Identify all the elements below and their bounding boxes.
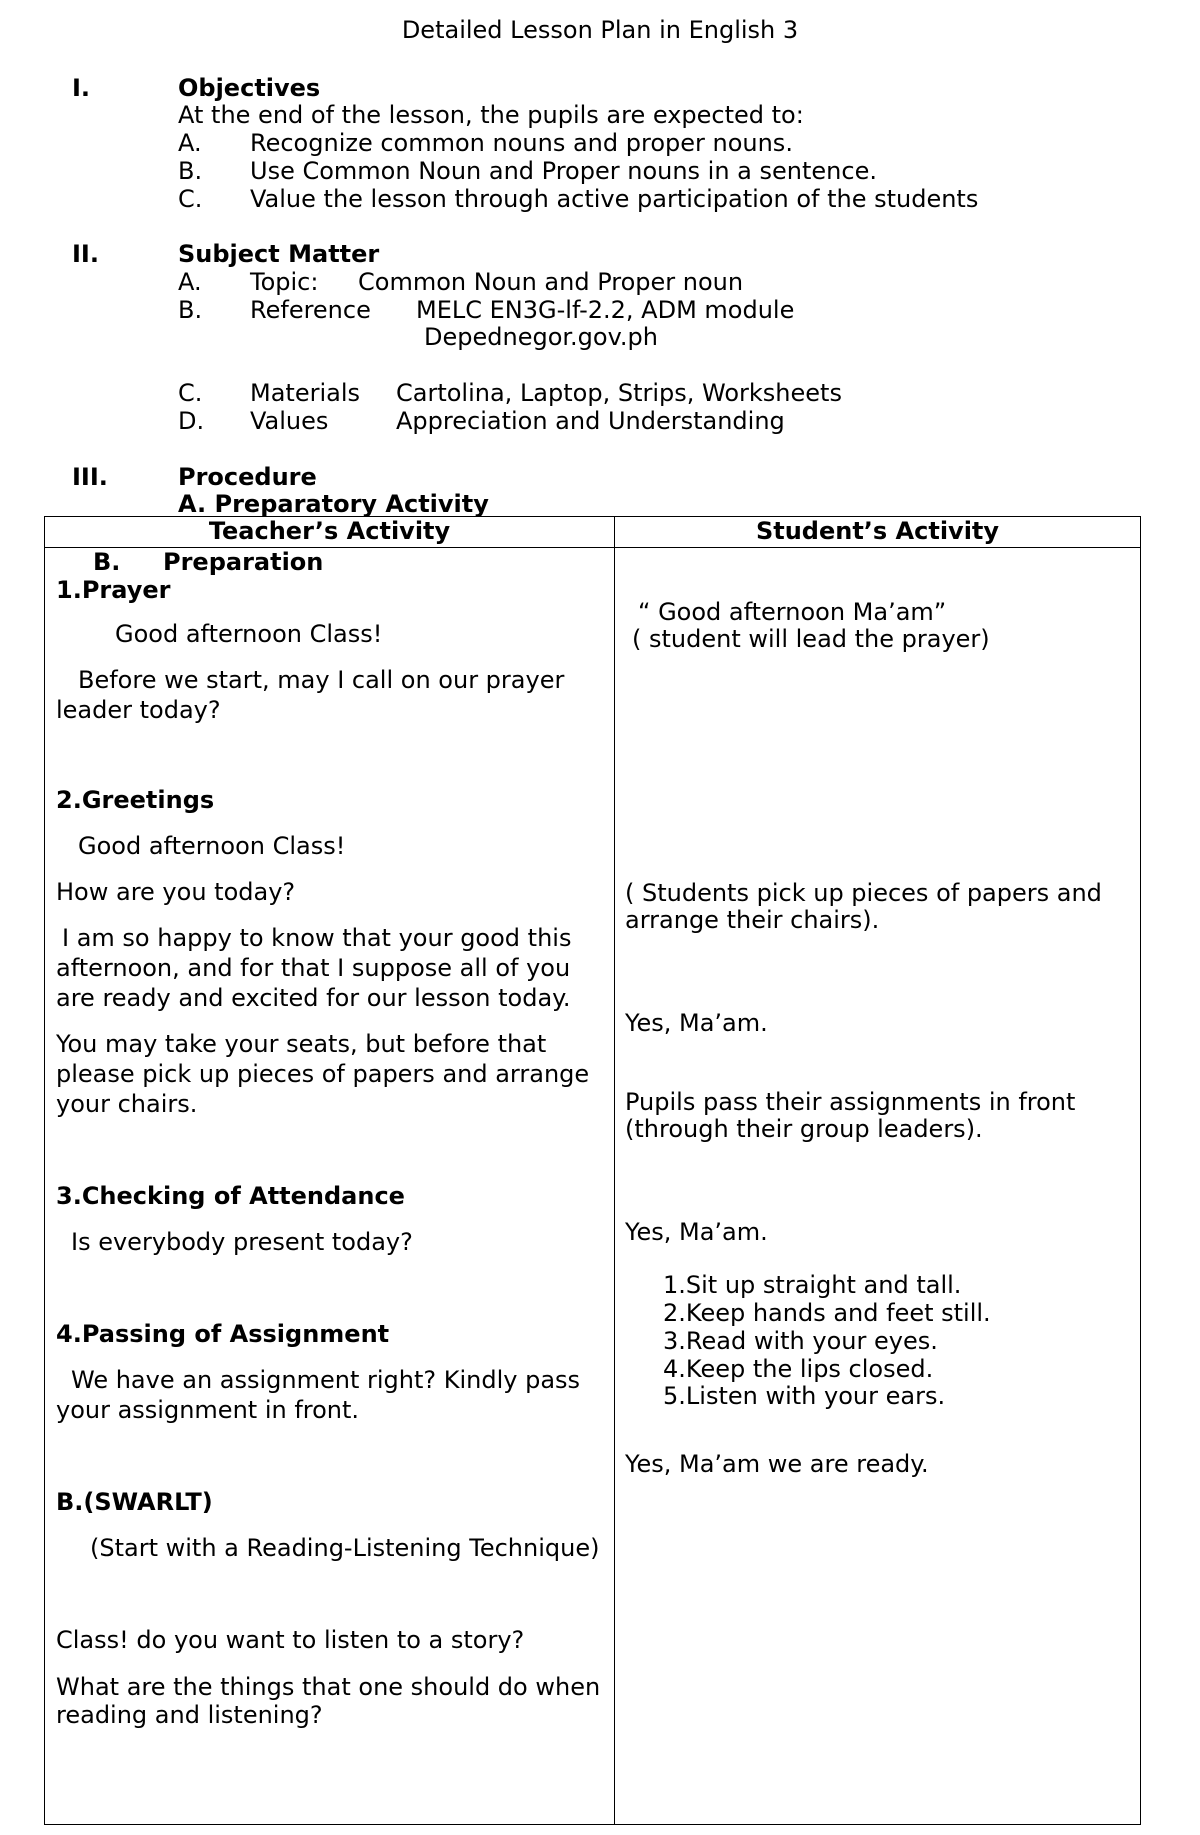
subject-numeral: II.	[72, 240, 99, 268]
teacher-line: Class! do you want to listen to a story?	[56, 1626, 525, 1654]
teacher-line: Before we start, may I call on our prayer	[78, 666, 565, 694]
teacher-line: We have an assignment right? Kindly pass	[71, 1366, 581, 1394]
student-line: Yes, Ma’am we are ready.	[625, 1450, 929, 1478]
student-line: “ Good afternoon Ma’am”	[638, 598, 947, 626]
objective-text: Recognize common nouns and proper nouns.	[250, 129, 793, 157]
subject-letter: C.	[178, 379, 203, 407]
teacher-line: are ready and excited for our lesson today.	[56, 984, 571, 1012]
attendance-heading: 3.Checking of Attendance	[56, 1182, 405, 1210]
teacher-activity-cell	[45, 548, 615, 1825]
teacher-line: your assignment in front.	[56, 1396, 360, 1424]
reading-rule: 5.Listen with your ears.	[663, 1382, 946, 1410]
subject-letter: A.	[178, 268, 202, 296]
reading-rule: 1.Sit up straight and tall.	[663, 1271, 962, 1299]
objective-text: Use Common Noun and Proper nouns in a sentence.	[250, 157, 877, 185]
objectives-intro: At the end of the lesson, the pupils are expected to:	[178, 101, 804, 129]
teacher-line: (Start with a Reading-Listening Technique)	[90, 1534, 600, 1562]
student-activity-cell	[615, 548, 1141, 1825]
student-line: Yes, Ma’am.	[625, 1218, 768, 1246]
teacher-activity-header: Teacher’s Activity	[45, 517, 615, 548]
objectives-numeral: I.	[72, 74, 91, 102]
reading-rule: 2.Keep hands and feet still.	[663, 1299, 991, 1327]
teacher-line: your chairs.	[56, 1090, 198, 1118]
teacher-line: Is everybody present today?	[71, 1228, 413, 1256]
student-activity-header: Student’s Activity	[615, 517, 1141, 548]
student-line: Yes, Ma’am.	[625, 1009, 768, 1037]
subject-label: Reference	[250, 296, 371, 324]
reading-rule: 3.Read with your eyes.	[663, 1327, 938, 1355]
document-title: Detailed Lesson Plan in English 3	[401, 16, 799, 44]
teacher-line: reading and listening?	[56, 1701, 323, 1729]
subject-label: Materials	[250, 379, 361, 407]
objective-letter: C.	[178, 185, 203, 213]
subject-letter: D.	[178, 407, 205, 435]
teacher-line: I am so happy to know that your good this	[62, 924, 572, 952]
reading-rule: 4.Keep the lips closed.	[663, 1355, 934, 1383]
prayer-heading: 1.Prayer	[56, 576, 171, 604]
preparation-heading: Preparation	[163, 548, 324, 576]
subject-value: Appreciation and Understanding	[396, 407, 785, 435]
subject-label: Values	[250, 407, 329, 435]
objectives-heading: Objectives	[178, 74, 321, 102]
procedure-subheading: A. Preparatory Activity	[178, 490, 489, 518]
objective-text: Value the lesson through active participation of the students	[250, 185, 979, 213]
activity-table	[44, 516, 1141, 1825]
swarlt-heading: B.(SWARLT)	[56, 1488, 213, 1516]
objective-letter: B.	[178, 157, 203, 185]
student-line: Pupils pass their assignments in front	[625, 1088, 1076, 1116]
assignment-heading: 4.Passing of Assignment	[56, 1320, 390, 1348]
preparation-letter: B.	[93, 548, 121, 576]
subject-letter: B.	[178, 296, 203, 324]
teacher-line: afternoon, and for that I suppose all of you	[56, 954, 571, 982]
teacher-line: What are the things that one should do when	[56, 1673, 601, 1701]
teacher-line: please pick up pieces of papers and arrange	[56, 1060, 590, 1088]
subject-value: Cartolina, Laptop, Strips, Worksheets	[396, 379, 842, 407]
subject-value: Common Noun and Proper noun	[358, 268, 744, 296]
teacher-line: You may take your seats, but before that	[56, 1030, 547, 1058]
subject-value: MELC EN3G-lf-2.2, ADM module	[416, 296, 795, 324]
procedure-heading: Procedure	[178, 463, 317, 491]
subject-value-line-2: Depednegor.gov.ph	[424, 323, 658, 351]
student-line: (through their group leaders).	[625, 1115, 983, 1143]
student-line: ( Students pick up pieces of papers and	[625, 879, 1102, 907]
teacher-line: Good afternoon Class!	[115, 620, 383, 648]
procedure-numeral: III.	[72, 463, 108, 491]
student-line: ( student will lead the prayer)	[632, 625, 990, 653]
teacher-line: leader today?	[56, 696, 221, 724]
greetings-heading: 2.Greetings	[56, 786, 215, 814]
subject-label: Topic:	[250, 268, 319, 296]
teacher-line: Good afternoon Class!	[78, 832, 346, 860]
teacher-line: How are you today?	[56, 878, 296, 906]
objective-letter: A.	[178, 129, 202, 157]
student-line: arrange their chairs).	[625, 906, 880, 934]
subject-heading: Subject Matter	[178, 240, 380, 268]
